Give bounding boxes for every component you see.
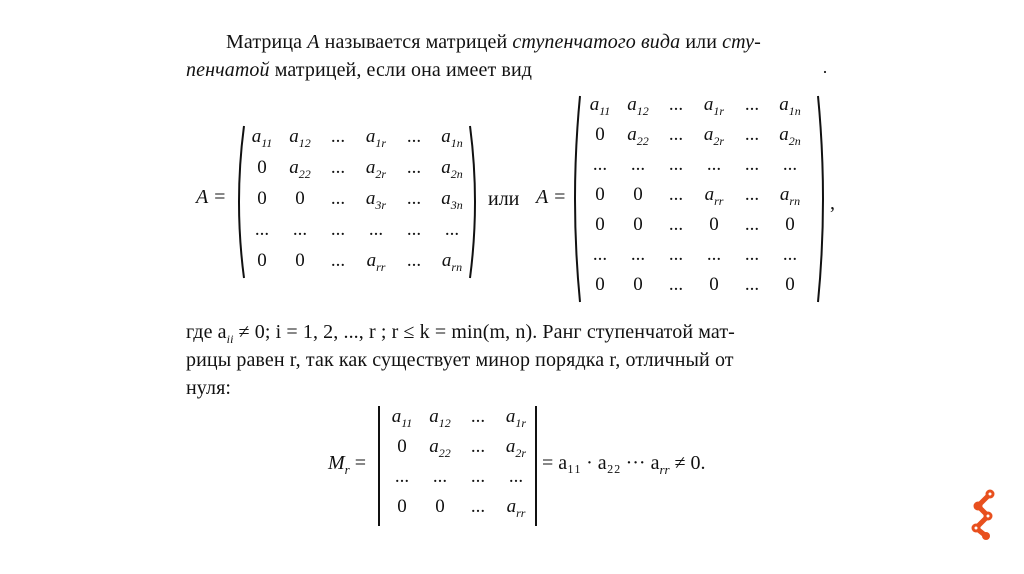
matrix_right-cell: 0: [595, 184, 605, 205]
matrix_left-cell: $a_{3r}$: [365, 188, 387, 212]
matrix_right-cell: 0: [595, 214, 605, 235]
matrix_left-cell: 0: [257, 188, 267, 209]
minor-label: $M_r$ =: [328, 452, 367, 477]
matrix_right-cell: 0: [709, 274, 719, 295]
matrix_right-cell: ...: [706, 154, 722, 175]
matrix_left-cell: $a_{2n}$: [441, 157, 463, 181]
matrix_det-cell: 0: [397, 496, 407, 517]
matrix_right-cell: ...: [782, 244, 798, 265]
matrix_det-cell: ...: [470, 496, 486, 517]
matrix_left-cell: ...: [330, 157, 346, 178]
matrix_right-cell: ...: [782, 154, 798, 175]
condition-line: где $a_{ii} \ne 0$; i = 1, 2, ..., r ; r ≤ k = min(m, n). Ранг ступенчатой мат-: [186, 321, 735, 346]
matrix_left-cell: ...: [406, 219, 422, 240]
matrix_det-cell: ...: [508, 466, 524, 487]
matrix_left-cell: ...: [292, 219, 308, 240]
matrix_left-cell: $a_{1n}$: [441, 126, 463, 150]
matrix_right-cell: ...: [744, 154, 760, 175]
matrix_right-cell: 0: [785, 274, 795, 295]
matrix_left-cell: ...: [330, 188, 346, 209]
matrix_left-cell: $a_{rn}$: [441, 250, 463, 274]
matrix_right-cell: ...: [668, 154, 684, 175]
matrix_left-cell: 0: [257, 250, 267, 271]
emphasis-term: пенчатой: [186, 59, 270, 81]
matrix_left-cell: $a_{12}$: [289, 126, 311, 150]
matrix_right-cell: 0: [633, 214, 643, 235]
stray-dot: ·: [822, 62, 828, 82]
matrix_right-cell: $a_{1r}$: [703, 94, 725, 118]
matrix_det-cell: ...: [470, 466, 486, 487]
matrix_right-cell: $a_{rr}$: [704, 184, 724, 208]
text-span: матрицей, если она имеет вид: [269, 59, 533, 81]
matrix_right-cell: ...: [668, 244, 684, 265]
matrix_right-cell: 0: [709, 214, 719, 235]
matrix_right-cell: ...: [592, 154, 608, 175]
matrix-left-label: A =: [196, 186, 227, 208]
matrix_left-cell: $a_{22}$: [289, 157, 311, 181]
matrix_left-cell: ...: [330, 126, 346, 147]
matrix_right-cell: 0: [595, 124, 605, 145]
matrix_right-cell: $a_{22}$: [627, 124, 649, 148]
matrix-left: [232, 122, 482, 282]
matrix_right-cell: 0: [785, 214, 795, 235]
matrix_det-cell: ...: [394, 466, 410, 487]
matrix_left-cell: $a_{2r}$: [365, 157, 387, 181]
matrix_det-cell: $a_{12}$: [429, 406, 451, 430]
or-word: или: [488, 188, 520, 210]
matrix_right-cell: ...: [668, 184, 684, 205]
matrix_det-cell: 0: [397, 436, 407, 457]
matrix_right-cell: ...: [744, 244, 760, 265]
matrix-right: [570, 92, 828, 306]
matrix_right-cell: ...: [630, 244, 646, 265]
text-span: или: [680, 31, 723, 53]
matrix_right-cell: ...: [744, 124, 760, 145]
matrix_right-cell: ...: [706, 244, 722, 265]
matrix_left-cell: ...: [406, 157, 422, 178]
matrix_right-cell: $a_{2n}$: [779, 124, 801, 148]
paragraph-line-3: рицы равен r, так как существует минор порядка r, отличный от: [186, 349, 734, 371]
text-span: Матрица: [226, 31, 308, 53]
matrix_det-cell: ...: [470, 436, 486, 457]
matrix_det-cell: $a_{11}$: [391, 406, 413, 430]
matrix_right-cell: ...: [630, 154, 646, 175]
matrix_left-cell: $a_{11}$: [251, 126, 273, 150]
matrix_left-cell: ...: [406, 126, 422, 147]
matrix_right-cell: ...: [668, 124, 684, 145]
matrix_det-cell: ...: [470, 406, 486, 427]
matrix_det-cell: $a_{rr}$: [506, 496, 526, 520]
matrix_right-cell: $a_{rn}$: [779, 184, 801, 208]
matrix-right-label: A =: [536, 186, 567, 208]
matrix_det-cell: $a_{2r}$: [505, 436, 527, 460]
matrix_right-cell: $a_{12}$: [627, 94, 649, 118]
matrix_left-cell: ...: [406, 250, 422, 271]
determinant-value: = a₁₁ · a₂₂ ··· $a_{rr} \ne 0$.: [542, 452, 706, 477]
paragraph-line-4: нуля:: [186, 377, 232, 399]
matrix_right-cell: ...: [668, 274, 684, 295]
matrix_right-cell: 0: [633, 274, 643, 295]
matrix_right-cell: $a_{11}$: [589, 94, 611, 118]
matrix_left-cell: ...: [330, 250, 346, 271]
matrix_left-cell: $a_{1r}$: [365, 126, 387, 150]
matrix_left-cell: ...: [254, 219, 270, 240]
matrix_right-cell: ...: [668, 94, 684, 115]
matrix_right-cell: ...: [744, 274, 760, 295]
matrix_left-cell: 0: [295, 188, 305, 209]
matrix_right-cell: ...: [668, 214, 684, 235]
orange-molecule-logo-icon: [966, 488, 1002, 540]
matrix_left-cell: $a_{rr}$: [366, 250, 386, 274]
emphasis-term: сту-: [722, 31, 761, 53]
matrix_det-cell: 0: [435, 496, 445, 517]
matrix_right-cell: ...: [744, 94, 760, 115]
paragraph-line-1: [226, 30, 761, 54]
matrix_left-cell: 0: [295, 250, 305, 271]
matrix_right-cell: ...: [744, 184, 760, 205]
matrix_right-cell: $a_{2r}$: [703, 124, 725, 148]
matrix_left-cell: 0: [257, 157, 267, 178]
matrix_det-cell: $a_{1r}$: [505, 406, 527, 430]
matrix_right-cell: 0: [633, 184, 643, 205]
paragraph-line-2: [186, 58, 532, 82]
matrix_left-cell: ...: [330, 219, 346, 240]
text-span: называется матрицей: [319, 31, 513, 53]
matrix_right-cell: $a_{1n}$: [779, 94, 801, 118]
matrix_right-cell: ...: [592, 244, 608, 265]
symbol-A: A: [307, 31, 320, 53]
matrix_left-cell: ...: [368, 219, 384, 240]
matrix_right-cell: 0: [595, 274, 605, 295]
matrix_left-cell: ...: [444, 219, 460, 240]
matrix_det-cell: $a_{22}$: [429, 436, 451, 460]
matrix_right-cell: ...: [744, 214, 760, 235]
matrix_left-cell: ...: [406, 188, 422, 209]
minor-determinant: [376, 404, 540, 528]
matrix_left-cell: $a_{3n}$: [441, 188, 463, 212]
trailing-comma: ,: [830, 192, 835, 214]
matrix_det-cell: ...: [432, 466, 448, 487]
emphasis-term: ступенчатого вида: [512, 31, 681, 53]
